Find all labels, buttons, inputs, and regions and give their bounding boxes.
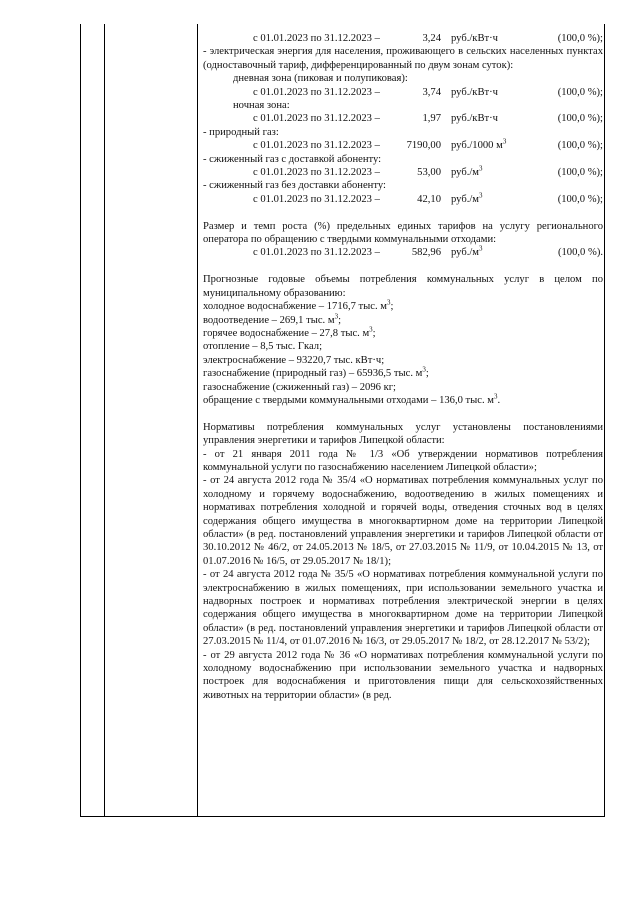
rate-date: с 01.01.2023 по 31.12.2023 – — [253, 113, 380, 125]
norm-item: - от 24 августа 2012 года № 35/4 «О нормативах потребления коммунальных услуг по холодному и горячему водоснабжению, водоотведению в жилых помещениях и нормативах потребления холодной и горячей воды, отведения сточных вод в целях содержания общего имущества в многоквартирном доме на территории Липецкой области» (в ред. постановлений управления энергетики и тарифов Липецкой области от 30.10.2012 № 46/2, от 24.05.2013 № 18/5, от 27.03.2015 № 11/9, от 10.04.2015 № 13, от 01.07.2016 № 16/5, от 29.05.2017 № 18/1); — [203, 475, 603, 567]
day-zone-label: дневная зона (пиковая и полупиковая): — [233, 73, 408, 85]
rate-row-lpg-nodelivery — [203, 193, 603, 206]
norms-intro: Нормативы потребления коммунальных услуг установлены постановлениями управления энергетики и тарифов Липецкой области: — [203, 421, 603, 447]
rate-row-natural-gas — [203, 139, 603, 152]
forecast-item: холодное водоснабжение – 1716,7 тыс. $м^3$; — [203, 298, 394, 313]
night-zone-label: ночная зона: — [233, 100, 290, 112]
lpg-nodelivery-label: - сжиженный газ без доставки абоненту: — [203, 180, 386, 192]
rate-row-electric — [203, 32, 603, 45]
rate-percent: (100,0 %); — [557, 193, 603, 205]
rate-percent: (100,0 %); — [557, 140, 603, 152]
rate-percent: (100,0 %). — [557, 247, 603, 259]
rate-value: 7190,00 — [406, 140, 441, 152]
rate-value: 53,00 — [417, 167, 441, 179]
rate-unit: $руб./м^3$ — [451, 191, 483, 205]
rate-percent: (100,0 %); — [557, 113, 603, 125]
rate-percent: (100,0 %); — [557, 33, 603, 44]
rate-percent: (100,0 %); — [557, 167, 603, 179]
rate-unit: руб./кВт·ч — [451, 33, 498, 44]
rate-percent: (100,0 %); — [557, 86, 603, 98]
rate-unit: руб./кВт·ч — [451, 113, 498, 125]
waste-tariff-text: Размер и темп роста (%) предельных единых тарифов на услугу регионального оператора по обращению с твердыми коммунальными отходами: — [203, 220, 603, 246]
norm-item: - от 24 августа 2012 года № 35/5 «О нормативах потребления коммунальной услуги по электроснабжению в жилых помещениях, при использовании земельного участка и надворных построек и нормативах потребления электрической энергии в целях содержания общего имущества в многоквартирном доме на территории Липецкой области» (в ред. постановлений управления энергетики и тарифов Липецкой области от 27.03.2015 № 11/4, от 01.07.2016 № 16/3, от 29.05.2017 № 18/2, от 28.12.2017 № 53/2); — [203, 569, 603, 648]
rate-unit: $руб./м^3$ — [451, 164, 483, 179]
rate-date: с 01.01.2023 по 31.12.2023 – — [253, 86, 380, 98]
rate-date: с 01.01.2023 по 31.12.2023 – — [253, 167, 380, 179]
norm-item: - от 21 января 2011 года № 1/3 «Об утверждении нормативов потребления коммунальной услуги по газоснабжению населением Липецкой области»; — [203, 448, 603, 473]
forecast-item: газоснабжение (сжиженный газ) – 2096 кг; — [203, 381, 396, 393]
rate-value: 42,10 — [417, 193, 441, 205]
table-border-left — [80, 24, 81, 816]
table-border-bottom — [80, 816, 605, 817]
forecast-item: горячее водоснабжение – 27,8 тыс. $м^3$; — [203, 325, 376, 339]
forecast-item: электроснабжение – 93220,7 тыс. кВт·ч; — [203, 354, 385, 366]
rate-row-night-zone — [203, 112, 603, 125]
rate-unit: $руб./м^3$ — [451, 244, 483, 259]
table-border-right — [604, 24, 605, 816]
rate-row-day-zone — [203, 86, 603, 99]
rate-value: 3,74 — [422, 86, 441, 98]
lpg-delivery-label: - сжиженный газ с доставкой абоненту: — [203, 153, 382, 165]
forecast-item: газоснабжение (природный газ) – 65936,5 тыс. $м^3$; — [203, 365, 429, 380]
document-content — [203, 32, 603, 702]
rural-electricity-intro: - электрическая энергия для населения, проживающего в сельских населенных пунктах (одноставочный тариф, дифференцированный по двум зонам суток): — [203, 46, 603, 71]
norms-list — [203, 448, 603, 703]
rate-date: с 01.01.2023 по 31.12.2023 – — [253, 33, 380, 44]
rate-row-lpg-delivery — [203, 166, 603, 179]
rate-date: с 01.01.2023 по 31.12.2023 – — [253, 247, 380, 259]
table-column-divider-2 — [197, 24, 198, 816]
forecast-list — [203, 300, 603, 407]
rate-date: с 01.01.2023 по 31.12.2023 – — [253, 193, 380, 205]
forecast-item: водоотведение – 269,1 тыс. $м^3$; — [203, 311, 342, 326]
table-column-divider-1 — [104, 24, 105, 816]
rate-value: 3,24 — [422, 33, 441, 44]
rate-date: с 01.01.2023 по 31.12.2023 – — [253, 140, 380, 152]
rate-row-waste — [203, 246, 603, 259]
rate-value: 1,97 — [422, 113, 441, 125]
natural-gas-label: - природный газ: — [203, 126, 279, 138]
forecast-item: обращение с твердыми коммунальными отходами – 136,0 тыс. $м^3$. — [203, 392, 501, 406]
rate-unit: руб./кВт·ч — [451, 86, 498, 98]
rate-value: 582,96 — [411, 247, 441, 259]
forecast-item: отопление – 8,5 тыс. Гкал; — [203, 341, 323, 353]
forecast-intro: Прогнозные годовые объемы потребления коммунальных услуг в целом по муниципальному образованию: — [203, 274, 603, 299]
norm-item: - от 29 августа 2012 года № 36 «О нормативах потребления коммунальной услуги по холодному водоснабжению при использовании земельного участка и надворных построек для водоснабжения и приготовления пищи для сельскохозяйственных животных на территории области» (в ред. — [203, 649, 603, 701]
rate-unit: руб./1000 $м^3$ — [451, 137, 507, 152]
